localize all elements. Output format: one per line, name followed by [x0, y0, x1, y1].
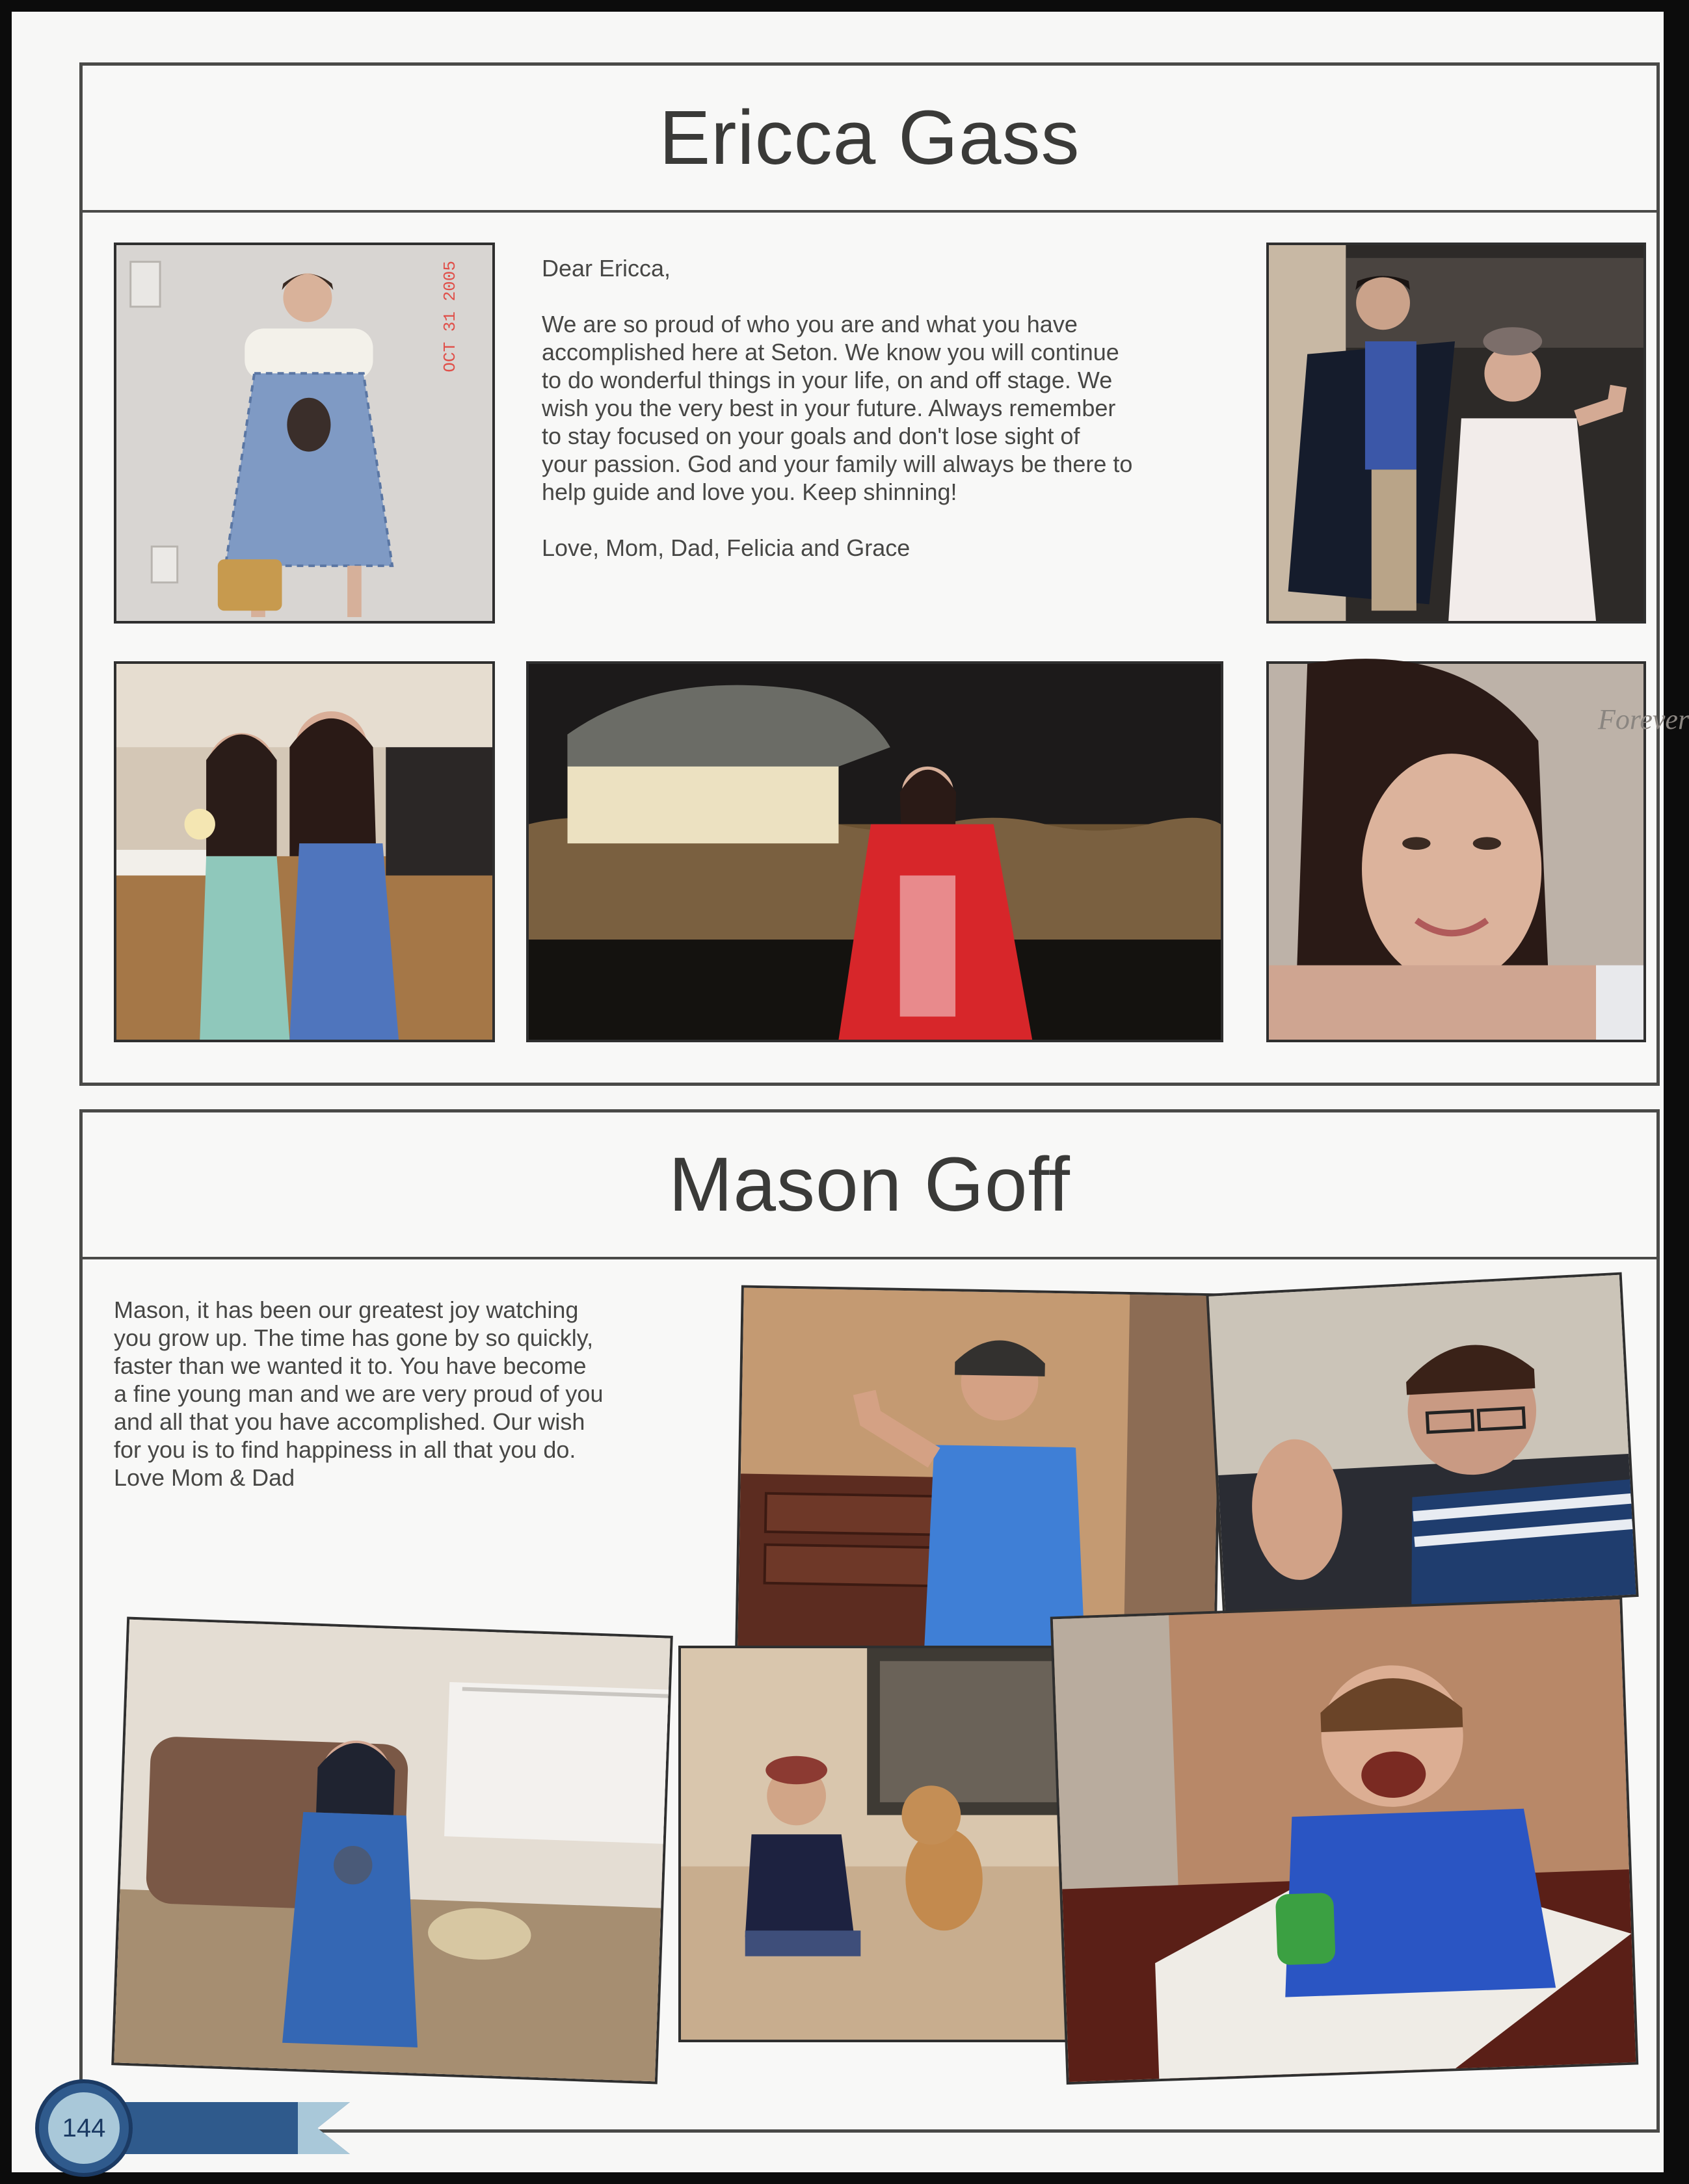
photo-teen-selfie — [1206, 1272, 1638, 1619]
photo-portrait-closeup — [1266, 661, 1646, 1042]
parent-letter: Mason, it has been our greatest joy watching you grow up. The time has gone by so quickly, faster than we wanted it to. You have become a fine young man and we are very proud of you and all that you have accomplished. Our wish for you is to find happiness in all that you do. Love Mom & Dad — [114, 1296, 604, 1491]
photo-boy-with-dog — [678, 1646, 1074, 2042]
student-name-heading: Mason Goff — [83, 1112, 1656, 1259]
photo-toddler-laughing — [1050, 1597, 1639, 2085]
yearbook-page — [12, 12, 1689, 2172]
page-ribbon — [103, 2102, 350, 2154]
student-card-mason — [79, 1109, 1660, 2133]
student-card-ericca — [79, 62, 1689, 1086]
photo-costume-boy — [111, 1617, 673, 2085]
photo-formal-dance — [114, 661, 495, 1042]
student-name-heading: Ericca Gass — [83, 66, 1656, 213]
photo-stage-performance — [526, 661, 1223, 1042]
page-number-badge — [35, 2079, 133, 2177]
photo-costume-dress — [114, 243, 495, 624]
photo-boy-cap — [735, 1285, 1223, 1658]
photo-stage-duo — [1266, 243, 1646, 624]
wall-lettering: Forever — [1598, 704, 1689, 735]
page-number: 144 — [48, 2092, 120, 2164]
date-stamp: OCT 31 2005 — [440, 261, 460, 373]
parent-letter: Dear Ericca, We are so proud of who you are and what you have accomplished here at Seton. We know you will continue to do wonderful things in your life, on and off stage. We wish you the very best in your future. Always remember to stay focused on your goals and don't lose sight of your passion. God and your family will always be there to help guide and love you. Keep shinning! Love, Mom, Dad, Felicia and Grace — [542, 255, 1133, 561]
